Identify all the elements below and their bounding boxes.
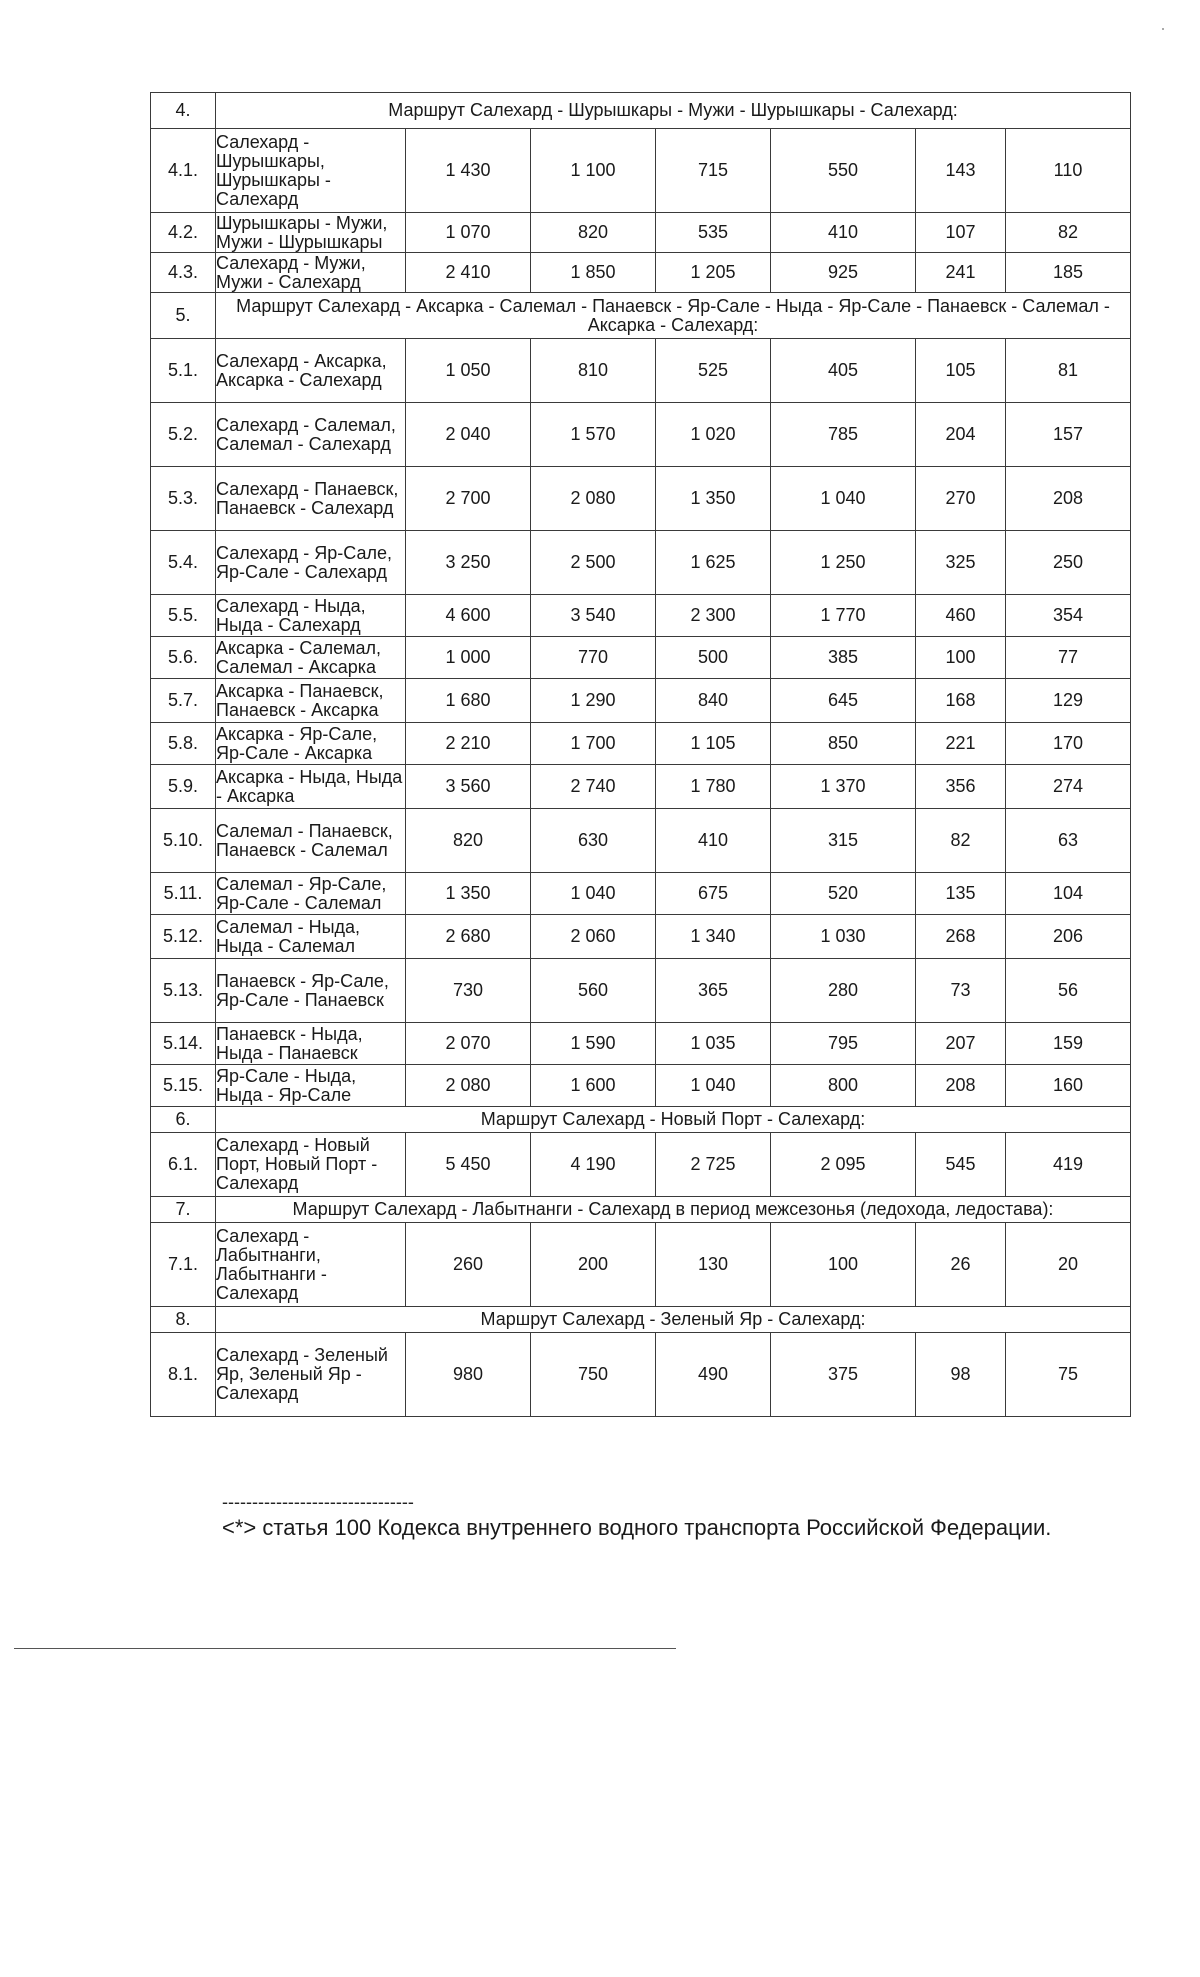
row-number: 4.3. [151,253,216,293]
fare-value: 550 [771,129,916,213]
row-number: 5.5. [151,595,216,637]
fare-value: 325 [916,531,1006,595]
section-row [151,1197,1131,1223]
fare-value: 1 850 [531,253,656,293]
fare-value: 1 040 [656,1065,771,1107]
fare-value: 2 095 [771,1133,916,1197]
fare-value: 206 [1006,915,1131,959]
route-name: Салемал - Панаевск, Панаевск - Салемал [216,809,406,873]
table-row [151,531,1131,595]
fare-value: 73 [916,959,1006,1023]
fare-value: 185 [1006,253,1131,293]
fare-value: 135 [916,873,1006,915]
fare-value: 204 [916,403,1006,467]
table-row [151,765,1131,809]
fare-value: 100 [916,637,1006,679]
fare-value: 785 [771,403,916,467]
section-number: 7. [151,1197,216,1223]
fare-value: 82 [916,809,1006,873]
fare-value: 274 [1006,765,1131,809]
table-row [151,595,1131,637]
fare-value: 268 [916,915,1006,959]
fare-value: 315 [771,809,916,873]
fare-value: 208 [916,1065,1006,1107]
fare-value: 1 000 [406,637,531,679]
row-number: 8.1. [151,1333,216,1417]
table-row [151,1133,1131,1197]
fare-value: 1 030 [771,915,916,959]
fare-value: 2 080 [531,467,656,531]
fare-value: 2 725 [656,1133,771,1197]
fare-value: 925 [771,253,916,293]
route-name: Аксарка - Панаевск, Панаевск - Аксарка [216,679,406,723]
row-number: 5.13. [151,959,216,1023]
route-name: Салемал - Ныда, Ныда - Салемал [216,915,406,959]
fare-value: 207 [916,1023,1006,1065]
row-number: 5.10. [151,809,216,873]
fare-value: 129 [1006,679,1131,723]
fare-value: 157 [1006,403,1131,467]
fare-value: 160 [1006,1065,1131,1107]
fare-value: 365 [656,959,771,1023]
fare-value: 3 560 [406,765,531,809]
fare-value: 410 [656,809,771,873]
row-number: 5.9. [151,765,216,809]
section-row [151,1307,1131,1333]
fare-value: 221 [916,723,1006,765]
table-row [151,467,1131,531]
row-number: 5.8. [151,723,216,765]
section-number: 5. [151,293,216,339]
fare-value: 2 210 [406,723,531,765]
fare-value: 820 [531,213,656,253]
fare-value: 77 [1006,637,1131,679]
fare-value: 354 [1006,595,1131,637]
fare-value: 3 250 [406,531,531,595]
section-title: Маршрут Салехард - Шурышкары - Мужи - Шурышкары - Салехард: [216,93,1131,129]
table-row [151,1023,1131,1065]
fare-value: 840 [656,679,771,723]
row-number: 7.1. [151,1223,216,1307]
route-name: Шурышкары - Мужи, Мужи - Шурышкары [216,213,406,253]
row-number: 5.1. [151,339,216,403]
table-row [151,1333,1131,1417]
fare-value: 1 040 [531,873,656,915]
section-row [151,93,1131,129]
route-name: Салехард - Салемал, Салемал - Салехард [216,403,406,467]
fare-value: 1 780 [656,765,771,809]
fare-value: 1 105 [656,723,771,765]
table-row [151,129,1131,213]
table-row [151,213,1131,253]
fare-value: 82 [1006,213,1131,253]
section-title: Маршрут Салехард - Лабытнанги - Салехард в период межсезонья (ледохода, ледостава): [216,1197,1131,1223]
fare-value: 385 [771,637,916,679]
row-number: 5.6. [151,637,216,679]
footnote-separator: -------------------------------- [222,1492,414,1512]
fare-value: 560 [531,959,656,1023]
table-row [151,959,1131,1023]
fare-value: 1 430 [406,129,531,213]
route-name: Панаевск - Ныда, Ныда - Панаевск [216,1023,406,1065]
route-name: Яр-Сале - Ныда, Ныда - Яр-Сале [216,1065,406,1107]
section-title: Маршрут Салехард - Зеленый Яр - Салехард: [216,1307,1131,1333]
route-name: Салехард - Зеленый Яр, Зеленый Яр - Салехард [216,1333,406,1417]
fare-value: 2 740 [531,765,656,809]
route-name: Салехард - Ныда, Ныда - Салехард [216,595,406,637]
row-number: 5.14. [151,1023,216,1065]
fare-value: 170 [1006,723,1131,765]
route-name: Аксарка - Салемал, Салемал - Аксарка [216,637,406,679]
fare-value: 630 [531,809,656,873]
fare-value: 850 [771,723,916,765]
fare-value: 2 040 [406,403,531,467]
fare-value: 1 680 [406,679,531,723]
row-number: 5.2. [151,403,216,467]
fare-value: 1 770 [771,595,916,637]
row-number: 4.2. [151,213,216,253]
route-name: Салехард - Панаевск, Панаевск - Салехард [216,467,406,531]
row-number: 5.7. [151,679,216,723]
fare-value: 356 [916,765,1006,809]
fare-value: 100 [771,1223,916,1307]
section-title: Маршрут Салехард - Аксарка - Салемал - Панаевск - Яр-Сале - Ныда - Яр-Сале - Панаевск - Салемал - Аксарка - Салехард: [216,293,1131,339]
fare-value: 250 [1006,531,1131,595]
fare-value: 130 [656,1223,771,1307]
table-row [151,403,1131,467]
fare-value: 800 [771,1065,916,1107]
fare-value: 1 350 [656,467,771,531]
fare-value: 1 020 [656,403,771,467]
fare-value: 3 540 [531,595,656,637]
route-name: Салехард - Новый Порт, Новый Порт - Салехард [216,1133,406,1197]
fare-value: 410 [771,213,916,253]
fare-value: 820 [406,809,531,873]
route-name: Панаевск - Яр-Сале, Яр-Сале - Панаевск [216,959,406,1023]
fare-value: 1 250 [771,531,916,595]
row-number: 6.1. [151,1133,216,1197]
fare-value: 105 [916,339,1006,403]
fare-value: 2 680 [406,915,531,959]
fare-value: 730 [406,959,531,1023]
fare-value: 1 570 [531,403,656,467]
fare-value: 104 [1006,873,1131,915]
fare-value: 143 [916,129,1006,213]
fare-value: 490 [656,1333,771,1417]
table-row [151,723,1131,765]
table-row [151,679,1131,723]
fare-value: 4 600 [406,595,531,637]
fare-value: 675 [656,873,771,915]
footnote-text: <*> статья 100 Кодекса внутреннего водного транспорта Российской Федерации. [222,1515,1052,1540]
route-name: Салехард - Яр-Сале, Яр-Сале - Салехард [216,531,406,595]
fare-value: 208 [1006,467,1131,531]
fare-value: 750 [531,1333,656,1417]
fare-value: 525 [656,339,771,403]
section-title: Маршрут Салехард - Новый Порт - Салехард: [216,1107,1131,1133]
fare-value: 1 035 [656,1023,771,1065]
table-row [151,915,1131,959]
fare-value: 1 700 [531,723,656,765]
route-name: Аксарка - Яр-Сале, Яр-Сале - Аксарка [216,723,406,765]
fare-value: 500 [656,637,771,679]
fare-value: 375 [771,1333,916,1417]
page-bottom-rule [14,1648,676,1649]
table-row [151,1065,1131,1107]
table-row [151,339,1131,403]
fare-value: 419 [1006,1133,1131,1197]
fare-value: 26 [916,1223,1006,1307]
fare-value: 1 205 [656,253,771,293]
fare-value: 2 300 [656,595,771,637]
fare-table-body [151,93,1131,1417]
table-row [151,1223,1131,1307]
row-number: 5.12. [151,915,216,959]
route-name: Салехард - Лабытнанги, Лабытнанги - Салехард [216,1223,406,1307]
fare-value: 98 [916,1333,1006,1417]
fare-value: 645 [771,679,916,723]
fare-value: 107 [916,213,1006,253]
row-number: 4.1. [151,129,216,213]
fare-value: 4 190 [531,1133,656,1197]
fare-value: 81 [1006,339,1131,403]
section-row [151,1107,1131,1133]
fare-value: 75 [1006,1333,1131,1417]
table-row [151,873,1131,915]
fare-value: 2 080 [406,1065,531,1107]
fare-value: 770 [531,637,656,679]
row-number: 5.4. [151,531,216,595]
fare-value: 1 590 [531,1023,656,1065]
section-row [151,293,1131,339]
fare-value: 280 [771,959,916,1023]
row-number: 5.11. [151,873,216,915]
fare-value: 2 060 [531,915,656,959]
fare-value: 2 500 [531,531,656,595]
route-name: Салехард - Шурышкары, Шурышкары - Салехард [216,129,406,213]
fare-value: 1 040 [771,467,916,531]
fare-value: 980 [406,1333,531,1417]
route-name: Аксарка - Ныда, Ныда - Аксарка [216,765,406,809]
section-number: 8. [151,1307,216,1333]
fare-value: 1 370 [771,765,916,809]
fare-value: 2 700 [406,467,531,531]
fare-value: 545 [916,1133,1006,1197]
fare-value: 63 [1006,809,1131,873]
route-name: Салемал - Яр-Сале, Яр-Сале - Салемал [216,873,406,915]
fare-value: 460 [916,595,1006,637]
fare-value: 405 [771,339,916,403]
fare-value: 535 [656,213,771,253]
fare-value: 2 070 [406,1023,531,1065]
fare-value: 520 [771,873,916,915]
fare-value: 1 625 [656,531,771,595]
fare-value: 810 [531,339,656,403]
section-number: 4. [151,93,216,129]
fare-value: 159 [1006,1023,1131,1065]
route-name: Салехард - Аксарка, Аксарка - Салехард [216,339,406,403]
fare-table [150,92,1131,1417]
fare-value: 1 600 [531,1065,656,1107]
table-row [151,253,1131,293]
fare-value: 5 450 [406,1133,531,1197]
fare-value: 2 410 [406,253,531,293]
fare-value: 1 070 [406,213,531,253]
route-name: Салехард - Мужи, Мужи - Салехард [216,253,406,293]
table-row [151,809,1131,873]
fare-value: 1 290 [531,679,656,723]
fare-value: 1 050 [406,339,531,403]
fare-value: 110 [1006,129,1131,213]
fare-value: 715 [656,129,771,213]
scan-speck [1162,28,1164,30]
fare-value: 1 350 [406,873,531,915]
table-row [151,637,1131,679]
row-number: 5.15. [151,1065,216,1107]
fare-value: 260 [406,1223,531,1307]
fare-value: 20 [1006,1223,1131,1307]
fare-value: 1 100 [531,129,656,213]
fare-value: 795 [771,1023,916,1065]
fare-value: 1 340 [656,915,771,959]
section-number: 6. [151,1107,216,1133]
fare-value: 56 [1006,959,1131,1023]
row-number: 5.3. [151,467,216,531]
fare-value: 241 [916,253,1006,293]
fare-value: 168 [916,679,1006,723]
fare-value: 270 [916,467,1006,531]
fare-value: 200 [531,1223,656,1307]
